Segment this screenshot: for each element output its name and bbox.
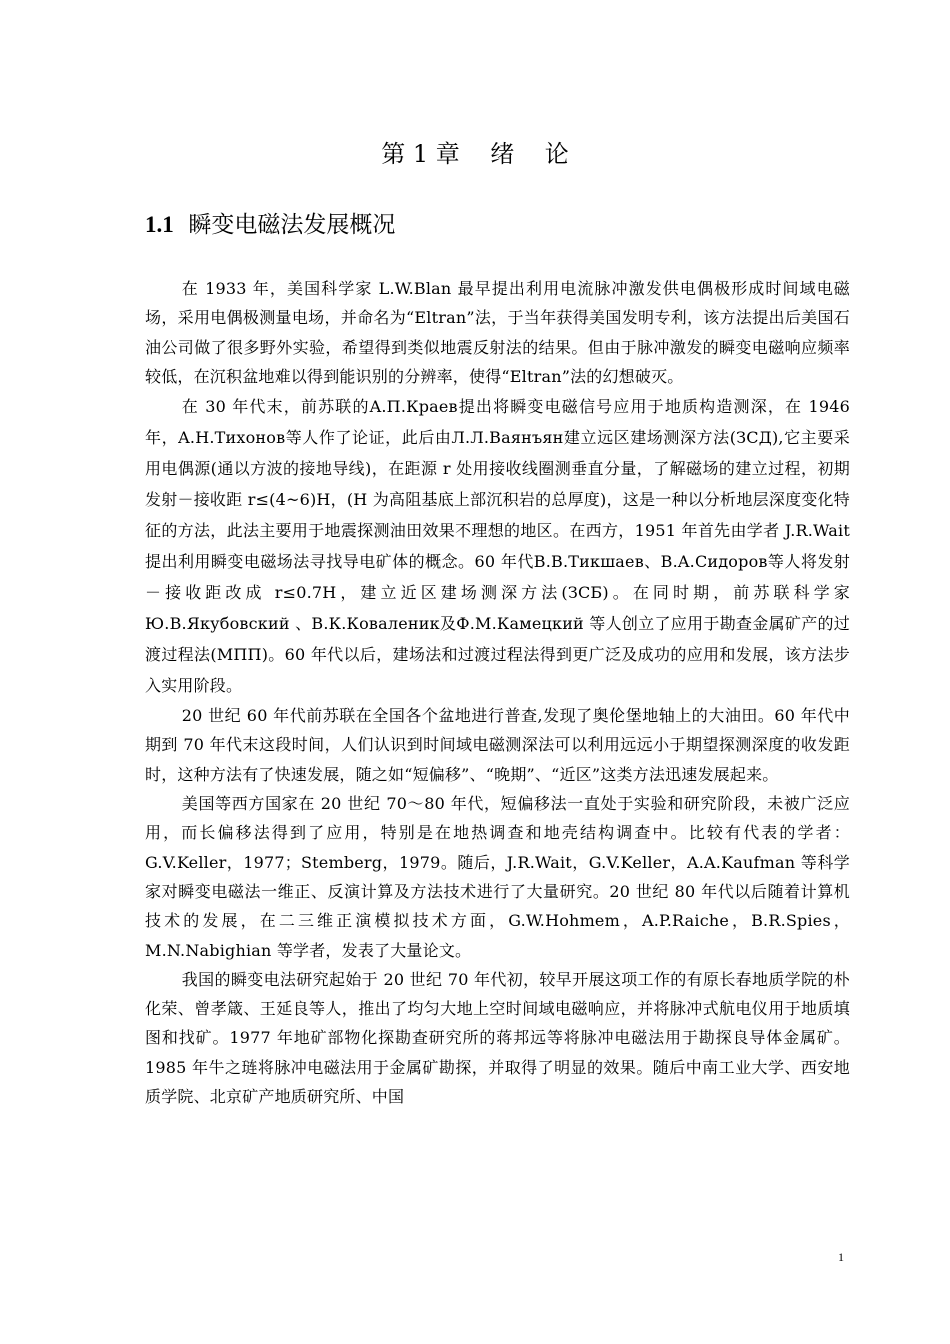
paragraph-1: 在 1933 年，美国科学家 L.W.Blan 最早提出利用电流脉冲激发供电偶极形成时间域电磁场，采用电偶极测量电场，并命名为“Eltran”法，于当年获得美国发明专利，该方法提出后美国石油公司做了很多野外实验，希望得到类似地震反射法的结果。但由于脉冲激发的瞬变电磁响应频率较低，在沉积盆地难以得到能识别的分辨率，使得“Eltran”法的幻想破灭。 xyxy=(145,279,850,386)
paragraph-4: 美国等西方国家在 20 世纪 70～80 年代，短偏移法一直处于实验和研究阶段，未被广泛应用，而长偏移法得到了应用，特别是在地热调查和地壳结构调查中。比较有代表的学者：G.V.Keller，1977；Stemberg，1979。随后，J.R.Wait，G.V.Keller，A.A.Kaufman 等科学家对瞬变电磁法一维正、反演计算及方法技术进行了大量研究。20 世纪 80 年代以后随着计算机技术的发展，在二三维正演模拟技术方面，G.W.Hohmem，A.P.Raiche，B.R.Spies，M.N.Nabighian 等学者，发表了大量论文。 xyxy=(145,794,850,960)
section-number: 1.1 xyxy=(145,212,174,237)
chapter-title: 第 1 章 绪 论 xyxy=(381,140,569,168)
body-text xyxy=(145,274,850,1111)
section-title: 瞬变电磁法发展概况 xyxy=(188,212,396,238)
page-number: 1 xyxy=(838,1250,844,1264)
paragraph-2: 在 30 年代末，前苏联的A.П.Краев提出将瞬变电磁信号应用于地质构造测深，在 1946 年，A.H.Тихонов等人作了论证，此后由Л.Л.Ваянъян建立远区建场测深方法(ЗСД),它主要采用电偶源(通以方波的接地导线)，在距源 r 处用接收线圈测垂直分量，了解磁场的建立过程，初期发射－接收距 r≤(4~6)H，(H 为高阻基底上部沉积岩的总厚度)，这是一种以分析地层深度变化特征的方法，此法主要用于地震探测油田效果不理想的地区。在西方，1951 年首先由学者 J.R.Wait 提出利用瞬变电磁场法寻找导电矿体的概念。60 年代B.B.Тикшаев、B.A.Сидоров等人将发射－接收距改成 r≤0.7H，建立近区建场测深方法(ЗСБ)。在同时期，前苏联科学家Ю.В.Якубовский 、В.К.Коваленик及Ф.М.Камецкий 等人创立了应用于勘查金属矿产的过渡过程法(МПП)。60 年代以后，建场法和过渡过程法得到更广泛及成功的应用和发展，该方法步入实用阶段。 xyxy=(145,397,850,696)
paragraph-5: 我国的瞬变电法研究起始于 20 世纪 70 年代初，较早开展这项工作的有原长春地质学院的朴化荣、曾孝箴、王延良等人，推出了均匀大地上空时间域电磁响应，并将脉冲式航电仪用于地质填图和找矿。1977 年地矿部物化探勘查研究所的蒋邦远等将脉冲电磁法用于勘探良导体金属矿。1985 年牛之琏将脉冲电磁法用于金属矿勘探，并取得了明显的效果。随后中南工业大学、西安地质学院、北京矿产地质研究所、中国 xyxy=(145,969,850,1107)
section-heading xyxy=(145,207,395,243)
paragraph-3: 20 世纪 60 年代前苏联在全国各个盆地进行普查,发现了奥伦堡地轴上的大油田。60 年代中期到 70 年代末这段时间，人们认识到时间域电磁测深法可以利用远远小于期望探测深度的收发距时，这种方法有了快速发展，随之如“短偏移”、“晚期”、“近区”这类方法迅速发展起来。 xyxy=(145,706,850,784)
